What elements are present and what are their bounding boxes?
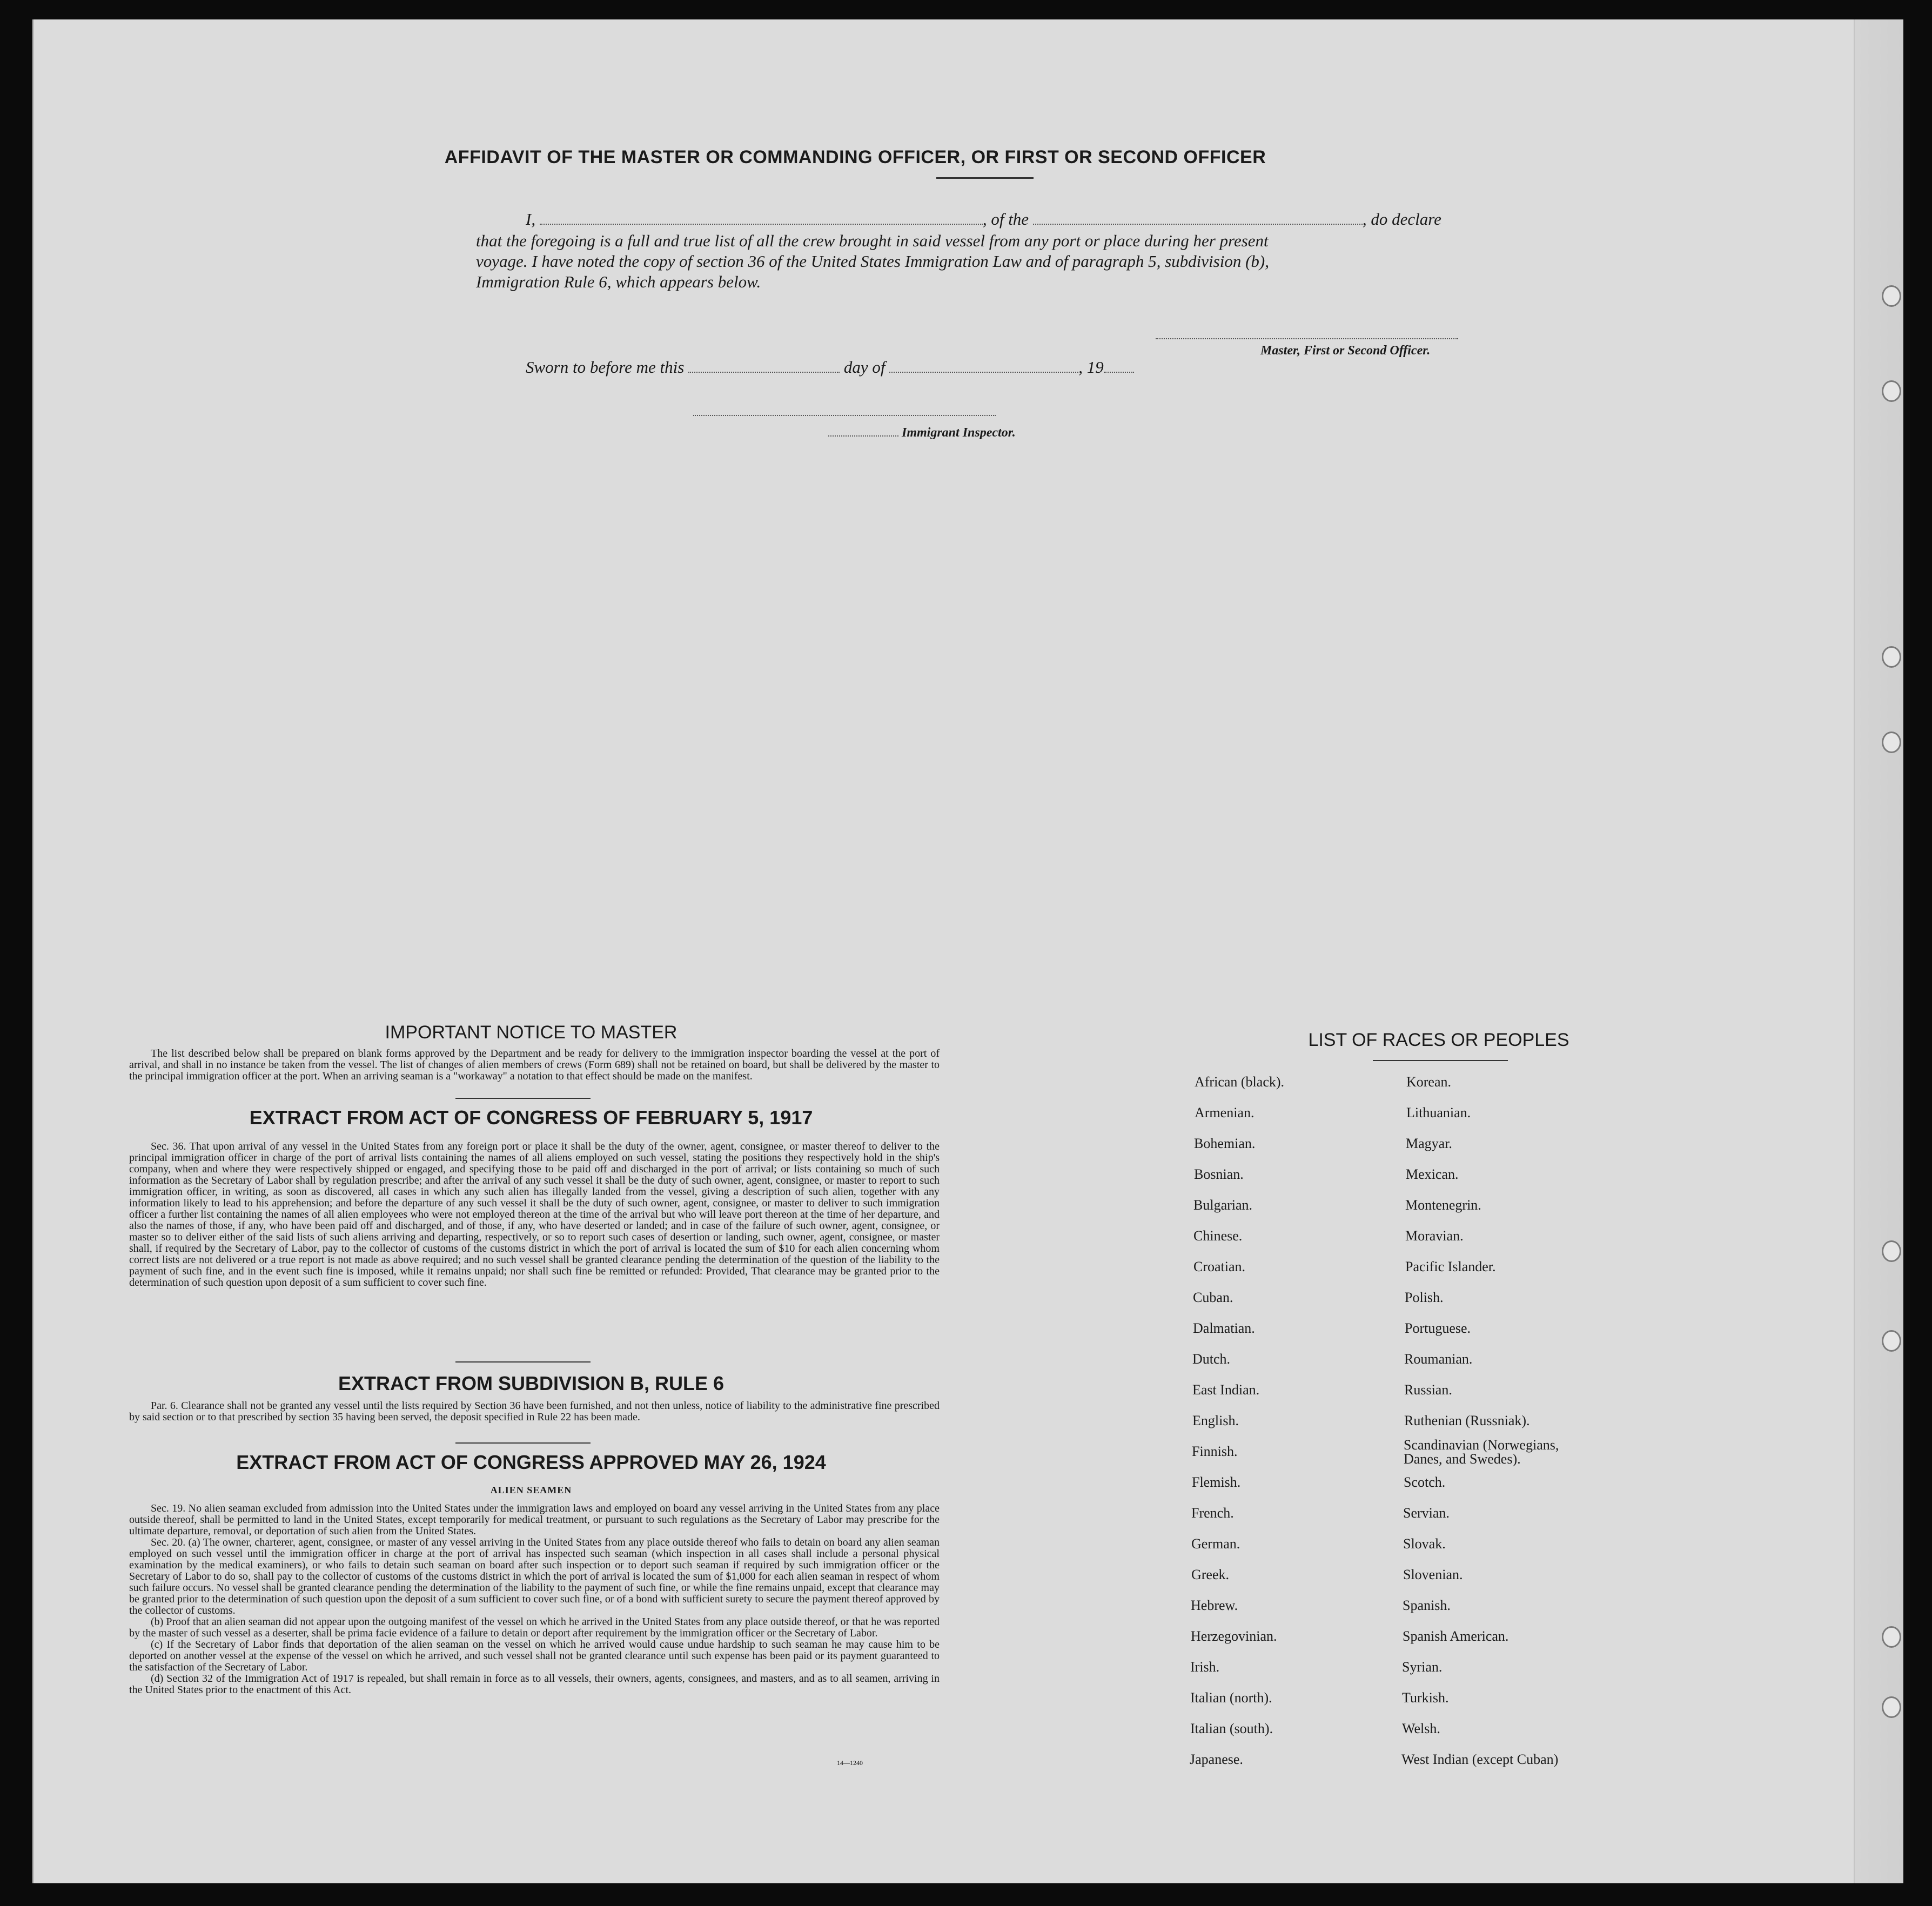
binder-hole <box>1882 1696 1901 1718</box>
inspector-label-row <box>828 426 1016 440</box>
sworn-line <box>526 358 1228 377</box>
race-item: Japanese. <box>1190 1751 1243 1767</box>
day-of-text: day of <box>843 358 886 377</box>
race-item: German. <box>1191 1536 1240 1552</box>
race-item: Slovak. <box>1403 1536 1446 1552</box>
race-item: Lithuanian. <box>1406 1105 1471 1120</box>
inspector-label: Immigrant Inspector. <box>902 426 1016 440</box>
race-item: Greek. <box>1191 1567 1230 1582</box>
race-item: Scotch. <box>1404 1474 1446 1490</box>
affidavit-of-the: , of the <box>982 210 1029 229</box>
sec-19-paragraph: Sec. 19. No alien seaman excluded from admission into the United States under the immigration laws and employed on board any vessel arriving in the United States from any place outside thereof, shall be permitted to land in the United States, except temporarily for medical treatment, or pursuant to such regulations as the Secretary of Labor may prescribe for the ultimate departure, removal, or deportation of such alien from the United States. <box>129 1502 940 1537</box>
race-item: Dutch. <box>1192 1351 1231 1367</box>
race-item: Italian (south). <box>1190 1721 1273 1736</box>
race-item: Syrian. <box>1402 1659 1443 1675</box>
sec-20c-paragraph: (c) If the Secretary of Labor finds that deportation of the alien seaman on the vessel on which he arrived would cause undue hardship to such seaman he may cause him to be deported on another vessel at the expense of the vessel on which he arrived, and such vessel shall not be granted clearance until such expense has been paid or its payment guaranteed to the satisfaction of the Secretary of Labor. <box>129 1639 940 1673</box>
race-item: Bulgarian. <box>1193 1197 1253 1213</box>
affidavit-line-4: Immigration Rule 6, which appears below. <box>476 272 761 291</box>
affidavit-line-3: voyage. I have noted the copy of section 36 of the United States Immigration Law and of paragraph 5, subdivision (b), <box>476 252 1269 271</box>
extract-1924-body <box>129 1503 940 1696</box>
race-item: Cuban. <box>1193 1290 1233 1305</box>
race-item: English. <box>1192 1413 1239 1428</box>
extract-1917-body <box>129 1141 940 1288</box>
name-blank <box>540 220 983 225</box>
binder-hole <box>1882 1240 1901 1262</box>
year-blank <box>1104 368 1134 373</box>
section-rule <box>455 1098 591 1099</box>
section-rule <box>455 1361 591 1363</box>
race-item: Servian. <box>1403 1505 1450 1521</box>
master-signature-line <box>1156 338 1458 339</box>
sec-20a-paragraph: Sec. 20. (a) The owner, charterer, agent, consignee, or master of any vessel arriving in the United States from any place outside thereof who fails to detain on board any alien seaman employed on such vessel until the immigration officer in charge at the port of arrival has inspected such seaman (which inspection in all cases shall include a personal physical examination by the medical examiners), or who fails to detain such seaman on board after such inspection or to deport such seaman if required by such immigration officer or the Secretary of Labor to do so, shall pay to the collector of customs of the customs district in which the port of arrival is located the sum of $1,000 for each alien seaman in respect of whom such failure occurs. No vessel shall be granted clearance pending the determination of the liability to the payment of such fine, or while the fine remains unpaid, except that clearance may be granted prior to the determination of such question upon the deposit of a sum sufficient to cover such fine, or of a bond with sufficient surety to secure the payment thereof approved by the collector of customs. <box>129 1536 940 1616</box>
race-item: Croatian. <box>1193 1259 1246 1274</box>
race-item: Slovenian. <box>1403 1567 1463 1582</box>
race-item: Korean. <box>1406 1074 1452 1090</box>
race-item: African (black). <box>1195 1074 1285 1090</box>
race-item: Irish. <box>1190 1659 1220 1675</box>
form-number: 14—1240 <box>837 1759 863 1767</box>
binder-hole <box>1882 1626 1901 1648</box>
race-item: French. <box>1191 1505 1234 1521</box>
affidavit-line-1 <box>526 210 1552 229</box>
extract-rule6-title: EXTRACT FROM SUBDIVISION B, RULE 6 <box>338 1372 725 1394</box>
race-item: Russian. <box>1404 1382 1452 1398</box>
extract-rule6-body <box>129 1400 940 1423</box>
race-item: Portuguese. <box>1405 1320 1471 1336</box>
extract-1924-title: EXTRACT FROM ACT OF CONGRESS APPROVED MAY 26, 1924 <box>236 1451 826 1473</box>
race-item: Bosnian. <box>1194 1166 1244 1182</box>
race-item: Dalmatian. <box>1193 1320 1255 1336</box>
race-item: Mexican. <box>1406 1166 1459 1182</box>
sec-20d-paragraph: (d) Section 32 of the Immigration Act of 1917 is repealed, but shall remain in force as to all vessels, their owners, agents, consignees, and masters, and as to all seamen, arriving in the United States prior to the enactment of this Act. <box>129 1673 940 1696</box>
race-item: Pacific Islander. <box>1405 1259 1496 1274</box>
binder-hole <box>1882 1330 1901 1352</box>
race-item: Italian (north). <box>1190 1690 1272 1706</box>
race-item: Ruthenian (Russniak). <box>1404 1413 1530 1428</box>
race-item: Spanish American. <box>1403 1628 1509 1644</box>
race-item: Bohemian. <box>1194 1136 1256 1151</box>
inspector-signature-line <box>693 415 996 416</box>
race-item: West Indian (except Cuban) <box>1401 1751 1559 1767</box>
binder-hole <box>1882 731 1901 753</box>
binder-hole <box>1882 285 1901 307</box>
extract-1917-paragraph: Sec. 36. That upon arrival of any vessel in the United States from any foreign port or place it shall be the duty of the owner, agent, consignee, or master thereof to deliver to the principal immigration officer in charge of the port of arrival lists containing the names of all aliens employed on such vessel, stating the positions they respectively hold in the ship's company, when and where they were respectively shipped or engaged, and specifying those to be paid off and discharged in the port of arrival; or lists containing so much of such information as the Secretary of Labor shall by regulation prescribe; and after the arrival of any such vessel it shall be the duty of such owner, agent, consignee, or master to report to such immigration officer, in writing, as soon as discovered, all cases in which any such alien has illegally landed from the vessel, giving a description of such alien, together with any information likely to lead to his apprehension; and before the departure of any such vessel it shall be the duty of such owner, agent, consignee, or master to deliver to such immigration officer a further list containing the names of all alien employees who were not employed thereon at the time of the arrival but who will leave port thereon at the time of her departure, and also the names of those, if any, who have been paid off and discharged, and of those, if any, who have deserted or landed; and in case of the failure of such owner, agent, consignee, or master so to deliver either of the said lists of such aliens arriving and departing, respectively, or so to report such cases of desertion or landing, such owner, agent, consignee, or master shall, if required by the Secretary of Labor, pay to the collector of customs of the customs district in which the port of arrival is located the sum of $10 for each alien concerning whom correct lists are not delivered or a true report is not made as above required; and no such vessel shall be granted clearance pending the determination of the question of the liability to the payment of such fine, and in the event such fine is imposed, while it remains unpaid; nor shall such fine be remitted or refunded: Provided, That clearance may be granted prior to the determination of such question upon deposit of a sum sufficient to cover such fine. <box>129 1140 940 1288</box>
binder-hole <box>1882 646 1901 668</box>
document-page <box>32 19 1903 1883</box>
vessel-blank <box>1033 220 1363 225</box>
race-item: Turkish. <box>1402 1690 1449 1706</box>
alien-seamen-subtitle: ALIEN SEAMEN <box>490 1485 572 1495</box>
sworn-text: Sworn to before me this <box>526 358 685 377</box>
race-item: Moravian. <box>1405 1228 1464 1244</box>
race-item: Scandinavian (Norwegians, Danes, and Swedes). <box>1404 1437 1559 1467</box>
affidavit-line-2: that the foregoing is a full and true list of all the crew brought in said vessel from any port or place during her present <box>476 231 1269 250</box>
race-item: Chinese. <box>1193 1228 1243 1244</box>
affidavit-title: AFFIDAVIT OF THE MASTER OR COMMANDING OFFICER, OR FIRST OR SECOND OFFICER <box>444 147 1266 167</box>
notice-title: IMPORTANT NOTICE TO MASTER <box>385 1022 677 1043</box>
race-item: Polish. <box>1405 1290 1444 1305</box>
race-item: Magyar. <box>1406 1136 1452 1151</box>
month-blank <box>889 368 1078 373</box>
race-item: Finnish. <box>1192 1444 1238 1459</box>
race-item: Montenegrin. <box>1405 1197 1481 1213</box>
notice-body <box>129 1048 940 1082</box>
binder-hole <box>1882 380 1901 402</box>
section-rule <box>455 1442 591 1444</box>
race-item: Flemish. <box>1192 1474 1241 1490</box>
race-item: East Indian. <box>1192 1382 1260 1398</box>
day-blank <box>688 368 840 373</box>
race-item: Roumanian. <box>1404 1351 1473 1367</box>
race-item: Herzegovinian. <box>1191 1628 1277 1644</box>
master-label: Master, First or Second Officer. <box>1260 344 1431 358</box>
title-rule <box>936 177 1034 179</box>
race-item: Hebrew. <box>1191 1598 1238 1613</box>
affidavit-i: I, <box>526 210 536 229</box>
sec-20b-paragraph: (b) Proof that an alien seaman did not appear upon the outgoing manifest of the vessel on which he arrived in the United States from any place outside thereof, or that he was reported by the master of such vessel as a deserter, shall be prima facie evidence of a failure to detain or deport after requirement by the immigration officer or the Secretary of Labor. <box>129 1616 940 1639</box>
race-item: Welsh. <box>1402 1721 1440 1736</box>
year-text: , 19 <box>1078 358 1104 377</box>
extract-1917-title: EXTRACT FROM ACT OF CONGRESS OF FEBRUARY 5, 1917 <box>249 1106 813 1129</box>
notice-paragraph: The list described below shall be prepared on blank forms approved by the Department and be ready for delivery to the immigration inspector boarding the vessel at the port of arrival, and shall in no instance be taken from the vessel. The list of changes of alien members of crews (Form 689) shall not be retained on board, but shall be delivered by the master to the principal immigration officer at the port. When an arriving seaman is a "workaway" a notation to that effect should be made on the manifest. <box>129 1048 940 1082</box>
race-item: Armenian. <box>1195 1105 1255 1120</box>
inspector-blank <box>828 432 898 437</box>
races-title: LIST OF RACES OR PEOPLES <box>1308 1030 1569 1050</box>
race-item: Spanish. <box>1403 1598 1451 1613</box>
races-rule <box>1373 1060 1508 1061</box>
affidavit-declare: , do declare <box>1362 210 1441 229</box>
extract-rule6-paragraph: Par. 6. Clearance shall not be granted any vessel until the lists required by Section 36 have been furnished, and not then unless, notice of liability to the administrative fine prescribed by said section or to that prescribed by section 35 having been served, the deposit specified in Rule 22 has been made. <box>129 1400 940 1423</box>
